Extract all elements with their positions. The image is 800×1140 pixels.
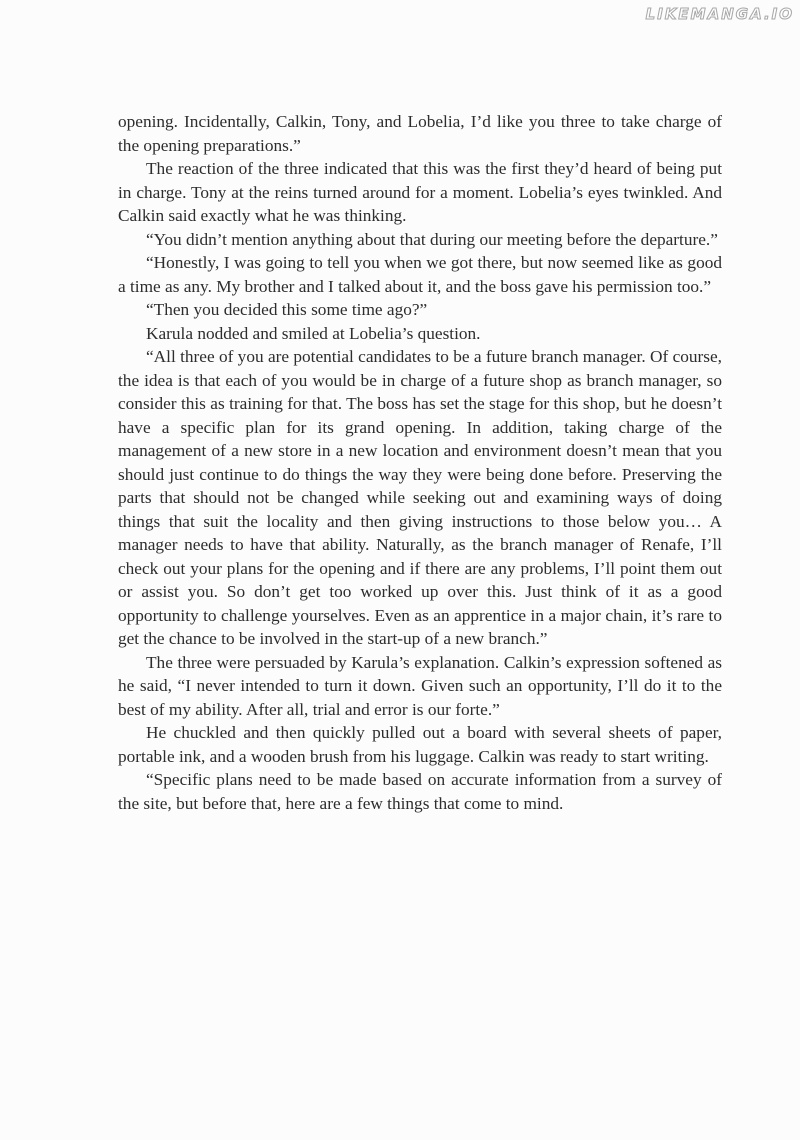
paragraph: The reaction of the three indicated that this was the first they’d heard of being put in charge. Tony at the reins turned around for a moment. Lobelia’s eyes twinkled. And Calkin said exactly what he was thinking. bbox=[118, 159, 722, 225]
page-text bbox=[118, 110, 722, 815]
paragraph: “You didn’t mention anything about that during our meeting before the departure.” bbox=[146, 229, 718, 249]
paragraph: He chuckled and then quickly pulled out a board with several sheets of paper, portable ink, and a wooden brush from his luggage. Calkin was ready to start writing. bbox=[118, 723, 722, 766]
paragraph: “Specific plans need to be made based on accurate information from a survey of the site, but before that, here are a few things that come to mind. bbox=[118, 770, 722, 813]
paragraph: The three were persuaded by Karula’s explanation. Calkin’s expression softened as he said, “I never intended to turn it down. Given such an opportunity, I’ll do it to the best of my ability. After all, trial and error is our forte.” bbox=[118, 652, 722, 719]
paragraph: “All three of you are potential candidates to be a future branch manager. Of course, the idea is that each of you would be in charge of a future shop as branch manager, so consider this as training for that. The boss has set the stage for this shop, but he doesn’t have a specific plan for its grand opening. In addition, taking charge of the management of a new store in a new location and environment doesn’t mean that you should just continue to do things the way they were being done before. Preserving the parts that should not be changed while seeking out and examining ways of doing things that suit the locality and then giving instructions to those below you… A manager needs to have that ability. Naturally, as the branch manager of Renafe, I’ll check out your plans for the opening and if there are any problems, I’ll point them out or assist you. So don’t get too worked up over this. Just think of it as a good opportunity to challenge yourselves. Even as an apprentice in a major chain, it’s rare to get the chance to be involved in the start-up of a new branch.” bbox=[118, 347, 722, 648]
site-watermark: LIKEMANGA.IO bbox=[645, 5, 794, 23]
paragraph: opening. Incidentally, Calkin, Tony, and Lobelia, I’d like you three to take charge of the opening preparations.” bbox=[118, 112, 722, 155]
paragraph: “Honestly, I was going to tell you when we got there, but now seemed like as good a time as any. My brother and I talked about it, and the boss gave his permission too.” bbox=[118, 253, 722, 296]
paragraph: “Then you decided this some time ago?” bbox=[146, 300, 428, 319]
paragraph: Karula nodded and smiled at Lobelia’s question. bbox=[146, 323, 481, 343]
